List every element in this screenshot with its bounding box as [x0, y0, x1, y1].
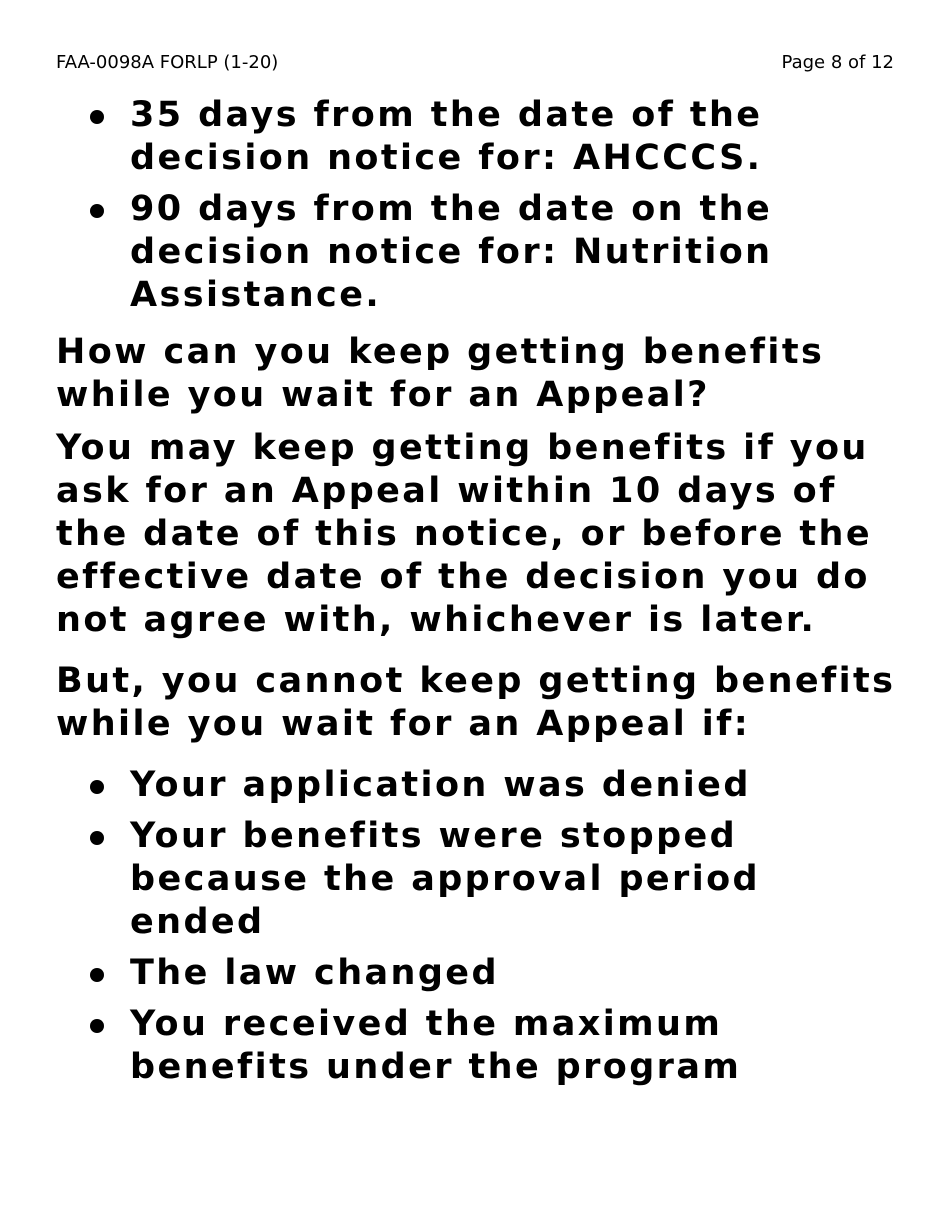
list-item-text: The law changed: [130, 953, 499, 993]
list-item-text: You received the maximum benefits under the program: [130, 1004, 742, 1087]
deadline-list: [56, 94, 906, 317]
bullet-icon: [90, 780, 104, 794]
list-item-text: 35 days from the date of the decision notice for: AHCCCS.: [130, 95, 763, 178]
page-header: [56, 52, 894, 76]
exceptions-list: [56, 764, 906, 1089]
bullet-icon: [90, 968, 104, 982]
document-body: [56, 94, 906, 1097]
page-number: Page 8 of 12: [781, 52, 894, 73]
bullet-icon: [90, 831, 104, 845]
section-heading: How can you keep getting benefits while you wait for an Appeal?: [56, 332, 825, 415]
list-item: [56, 94, 906, 180]
bullet-icon: [90, 204, 104, 218]
paragraph-keep-benefits: You may keep getting benefits if you ask for an Appeal within 10 days of the date of this notice, or before the effective date of the decision you do not agree with, whichever is later.: [56, 428, 872, 640]
bullet-icon: [90, 110, 104, 124]
form-id: FAA-0098A FORLP (1-20): [56, 52, 279, 73]
list-item-text: 90 days from the date on the decision notice for: Nutrition Assistance.: [130, 189, 773, 315]
list-item: [56, 188, 906, 317]
list-item-text: Your application was denied: [130, 765, 751, 805]
list-item: [56, 815, 906, 944]
bullet-icon: [90, 1019, 104, 1033]
list-item: [56, 952, 906, 995]
list-item-text: Your benefits were stopped because the approval period ended: [130, 816, 760, 942]
list-item: [56, 1003, 906, 1089]
list-item: [56, 764, 906, 807]
paragraph-exceptions-intro: But, you cannot keep getting benefits while you wait for an Appeal if:: [56, 661, 896, 744]
